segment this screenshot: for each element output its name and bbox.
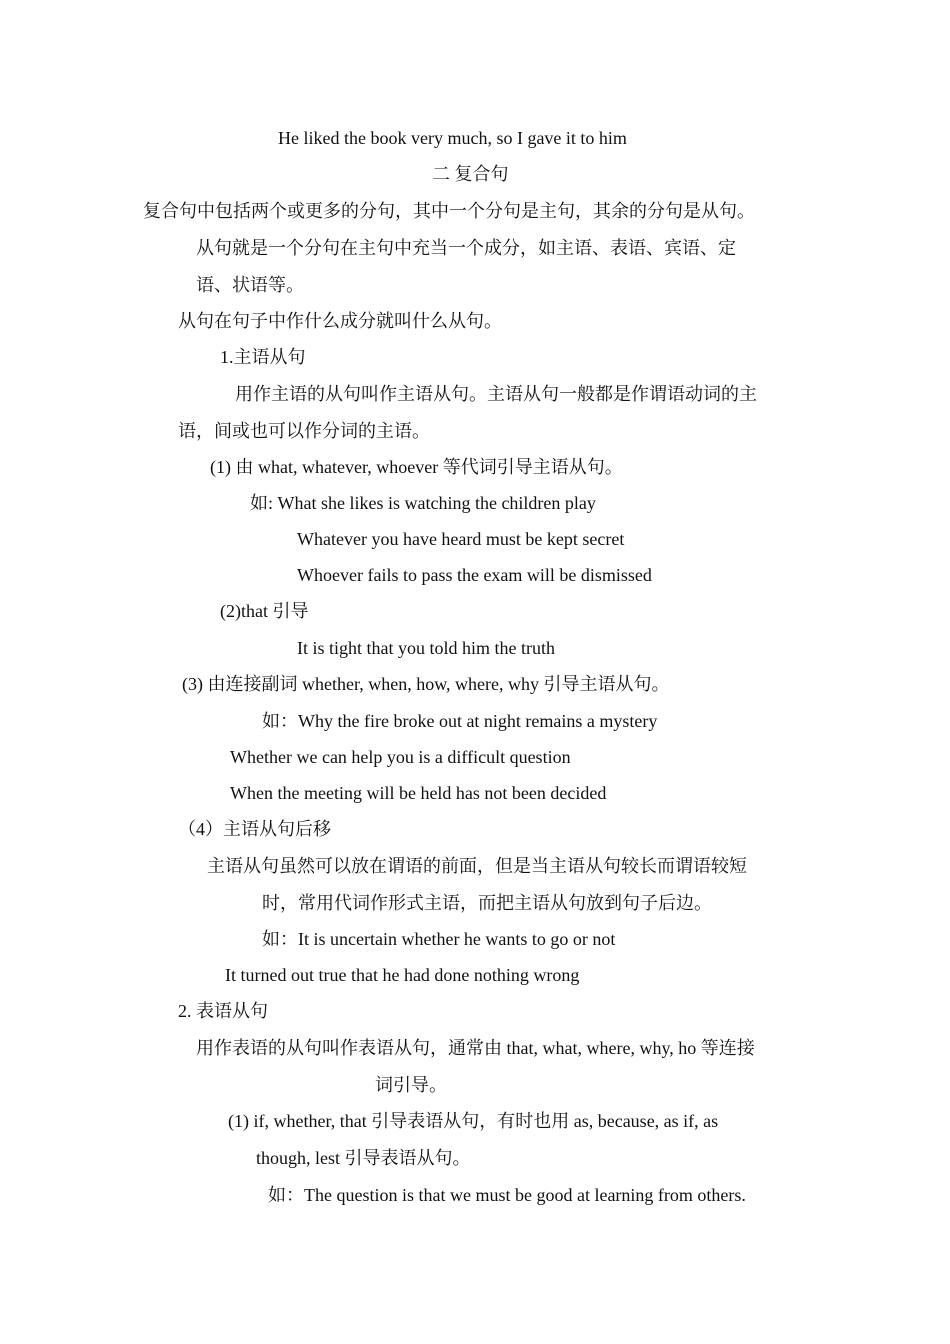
text-line: (3) 由连接副词 whether, when, how, where, why 引导主语从句。 xyxy=(182,674,670,694)
text-line: 用作表语的从句叫作表语从句，通常由 that, what, where, why, ho 等连接 xyxy=(196,1038,755,1058)
text-line: (1) 由 what, whatever, whoever 等代词引导主语从句。 xyxy=(210,457,623,477)
example-line: 如：It is uncertain whether he wants to go or not xyxy=(262,929,616,949)
example-line: It is tight that you told him the truth xyxy=(297,638,555,658)
text-line: 时，常用代词作形式主语，而把主语从句放到句子后边。 xyxy=(262,893,712,913)
example-line: Whoever fails to pass the exam will be dismissed xyxy=(297,565,652,585)
example-line: Whether we can help you is a difficult question xyxy=(230,747,571,767)
example-line: When the meeting will be held has not been decided xyxy=(230,783,607,803)
example-line: It turned out true that he had done nothing wrong xyxy=(225,965,580,985)
subsection-heading: 2. 表语从句 xyxy=(178,1001,268,1021)
text-line: (1) if, whether, that 引导表语从句，有时也用 as, because, as if, as xyxy=(228,1111,719,1131)
text-line: 复合句中包括两个或更多的分句，其中一个分句是主句，其余的分句是从句。 xyxy=(143,201,755,221)
example-line: 如：The question is that we must be good at learning from others. xyxy=(268,1185,746,1205)
example-line: Whatever you have heard must be kept secret xyxy=(297,529,625,549)
text-line: 语，间或也可以作分词的主语。 xyxy=(178,421,430,441)
subsection-heading: 1.主语从句 xyxy=(220,347,306,367)
text-line: 主语从句虽然可以放在谓语的前面，但是当主语从句较长而谓语较短 xyxy=(207,856,747,876)
text-line: 词引导。 xyxy=(375,1075,447,1095)
text-line: （4）主语从句后移 xyxy=(178,819,331,839)
example-line: 如：Why the fire broke out at night remains a mystery xyxy=(262,711,658,731)
text-line: though, lest 引导表语从句。 xyxy=(256,1148,471,1168)
text-line: 从句就是一个分句在主句中充当一个成分，如主语、表语、宾语、定 xyxy=(196,238,736,258)
text-line: 从句在句子中作什么成分就叫什么从句。 xyxy=(178,311,502,331)
section-heading: 二 复合句 xyxy=(432,164,509,184)
example-line: 如: What she likes is watching the children play xyxy=(250,493,596,513)
text-line: 语、状语等。 xyxy=(196,275,304,295)
text-line: (2)that 引导 xyxy=(220,601,309,621)
text-line: He liked the book very much, so I gave it to him xyxy=(278,128,627,148)
text-line: 用作主语的从句叫作主语从句。主语从句一般都是作谓语动词的主 xyxy=(235,384,757,404)
